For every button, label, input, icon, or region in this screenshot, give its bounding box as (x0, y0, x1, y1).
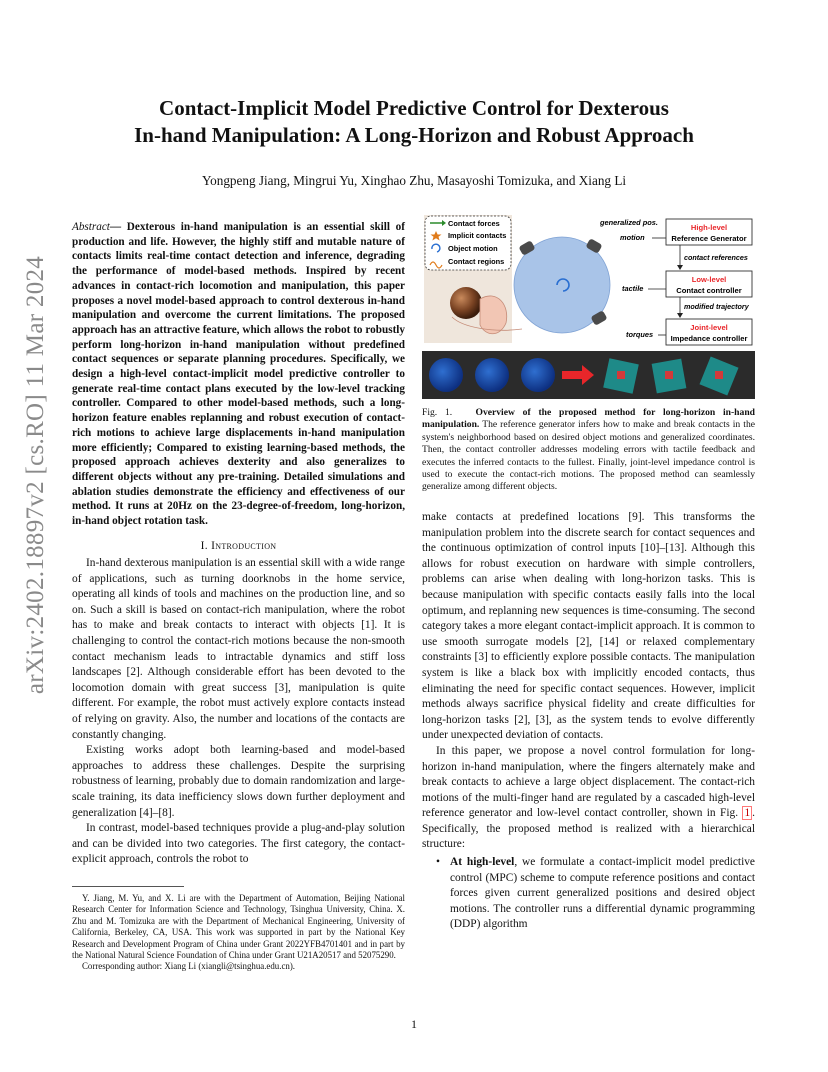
caption-label: Fig. 1. (422, 407, 453, 418)
svg-text:Reference Generator: Reference Generator (671, 234, 747, 243)
abstract-text: — Dexterous in-hand manipulation is an essential skill of production and life. However, the highly stiff and mutable nature of contacts limits real-time contact detection and inference, degrading the performance of model-based methods. Inspired by recent advances in contact-rich locomotion and manipulation, this paper proposes a novel model-based approach to control dexterous in-hand manipulation and overcome the current limitations. The proposed approach has an attractive feature, which allows the robot to robustly perform long-horizon in-hand manipulation without predefined contact sequences or separate planning procedures. Specifically, we design a high-level contact-implicit model predictive controller to generate real-time contact plans executed by the low-level tracking controller. Compared to other model-based methods, such a long-horizon feature enables replanning and robust execution of contact-rich motions to achieve large displacements in-hand manipulation more efficiently; Compared to existing learning-based methods, the proposed approach achieves dexterity and also generalizes to different objects without any pre-training. Detailed simulations and ablation studies demonstrate the efficiency and effectiveness of our method. It runs at 20Hz on the 23-degree-of-freedom, long-horizon, in-hand object rotation task. (72, 221, 405, 528)
legend-contact-forces: Contact forces (448, 219, 500, 228)
footnote-corresponding: Corresponding author: Xiang Li (xiangli@tsinghua.edu.cn). (82, 961, 295, 972)
caption-text: The reference generator infers how to make and break contacts in the system's neighborhood based on desired object motions and generalized coordinates. Then, the contact controller addresses modeling errors with tactile feedback and executes the inferred contacts to the fullest. Finally, joint-level impedance control is used to execute the contact-rich motions. The proposed method can seamlessly generalize among different objects. (422, 419, 755, 493)
arrow-modified-trajectory: modified trajectory (684, 302, 749, 311)
fig-1-reference-link[interactable]: 1 (744, 807, 751, 820)
right-paragraph-1: make contacts at predefined locations [9]. This transforms the manipulation problem into the discrete search for contact sequences and the continuous optimization of control inputs [10]–[13]. Although this allows for robust execution on hardware with simple controllers, problems can arise when dealing with long-horizon tasks. This is because manipulation with specific contacts easily falls into the local optimum, and replanning new sequences is time-consuming. The second category takes a more elegant contact-implicit approach. It is common to use smooth surrogate models [2], [14] or relaxed complementary constraints [3] to efficiently explore possible contacts. The manipulation system is like a black box with implicitly encoded contacts, thus eliminating the need for specific contact sequences. However, implicit methods always sacrifice physical fidelity and create difficulties for long-horizon tasks [2], [3], as the system tends to evolve differently under unexpected deviation of contacts. (422, 511, 755, 742)
svg-text:Joint-level: Joint-level (690, 323, 728, 332)
intro-paragraph-3: In contrast, model-based techniques provide a plug-and-play solution and can be divided into two categories. The first category, the contact-explicit approach, controls the robot to (72, 822, 405, 866)
paper-title: Contact-Implicit Model Predictive Control for Dexterous In-hand Manipulation: A Long-Horizon and Robust Approach (134, 96, 694, 147)
right-paragraph-2: In this paper, we propose a novel control formulation for long-horizon in-hand manipulation, where the fingers alternately make and break contacts to achieve a large object displacement. The contact-rich motions of the multi-finger hand are regulated by a cascaded high-level reference generator and low-level contact controller, shown in Fig. 1 . Specifically, the proposed method is realized with a hierarchical structure: (422, 744, 755, 851)
abstract (72, 220, 405, 529)
figure-1-illustration (422, 213, 755, 399)
figure-1 (422, 213, 755, 399)
abstract-label: Abstract (72, 221, 110, 233)
svg-text:Contact controller: Contact controller (676, 286, 742, 295)
intro-paragraph-1: In-hand dexterous manipulation is an essential skill with a wide range of applications, such as turning doorknobs in the home service, operating all kinds of tools and machines on the production line, and so on. Such a skill is based on contact-rich manipulation, where the robot has to make and break contacts to interact with objects [1]. It is challenging to control the contact-rich motions because the non-smooth contact mechanism leads to intractable dynamics and stiff loss landscapes [2]. Although considerable effort has been devoted to the locomotion domain with great success [3], manipulation is quite different. For example, the robot must actively explore contacts instead of relying on gravity. Also, the number and locations of the contacts are constantly changing. (72, 557, 405, 741)
bullet-bold: At high-level (450, 856, 515, 869)
figure-1-caption (422, 407, 755, 494)
footnote (72, 893, 405, 973)
authors: Yongpeng Jiang, Mingrui Yu, Xinghao Zhu, Masayoshi Tomizuka, and Xiang Li (201, 173, 627, 188)
legend-implicit-contacts: Implicit contacts (448, 231, 507, 240)
label-torques: torques (626, 330, 654, 339)
caption-bold: Overview of the proposed method for long-horizon in-hand manipulation. (422, 407, 755, 431)
legend-object-motion: Object motion (448, 244, 498, 253)
label-generalized-pos: generalized pos. (600, 218, 658, 227)
footnote-rule (72, 886, 184, 887)
bullet-high-level: • At high-level, we formulate a contact-implicit model predictive control (MPC) scheme to compute reference positions and contact forces given current generalized positions and desired object motions. The controller runs a differential dynamic programming (DDP) algorithm (422, 855, 755, 933)
page-number: 1 (411, 1017, 417, 1031)
right-column-body (422, 510, 755, 933)
introduction-body (72, 556, 405, 868)
arrow-contact-references: contact references (684, 253, 748, 262)
label-tactile: tactile (622, 284, 644, 293)
footnote-affiliations: Y. Jiang, M. Yu, and X. Li are with the Department of Automation, Beijing National Research Center for Information Science and Technology, Tsinghua University, China. X. Zhu and M. Tomizuka are with the Department of Mechanical Engineering, University of California, Berkeley, CA, USA. This work was supported in part by the National Key Research and Development Program of China under Grant 2022YFB4701401 and in part by the National Natural Science Foundation of China under Grant U21A20517 and 52075290. (72, 893, 405, 961)
doorknob-icon (450, 287, 482, 319)
intro-paragraph-2: Existing works adopt both learning-based and model-based approaches to address these challenges. Despite the surprising robustness of learning, probably due to domain randomization and large-scale training, its data inefficiency slows down further deployment and generalization [4]–[8]. (72, 744, 405, 819)
svg-text:Low-level: Low-level (691, 275, 727, 284)
svg-text:High-level: High-level (690, 223, 728, 232)
section-heading-introduction: I. Introduction (200, 540, 277, 552)
svg-text:Impedance controller: Impedance controller (670, 334, 748, 343)
legend-contact-regions: Contact regions (448, 257, 505, 266)
arxiv-side-banner: arXiv:2402.18897v2 [cs.RO] 11 Mar 2024 (22, 255, 49, 695)
label-motion: motion (620, 233, 645, 242)
